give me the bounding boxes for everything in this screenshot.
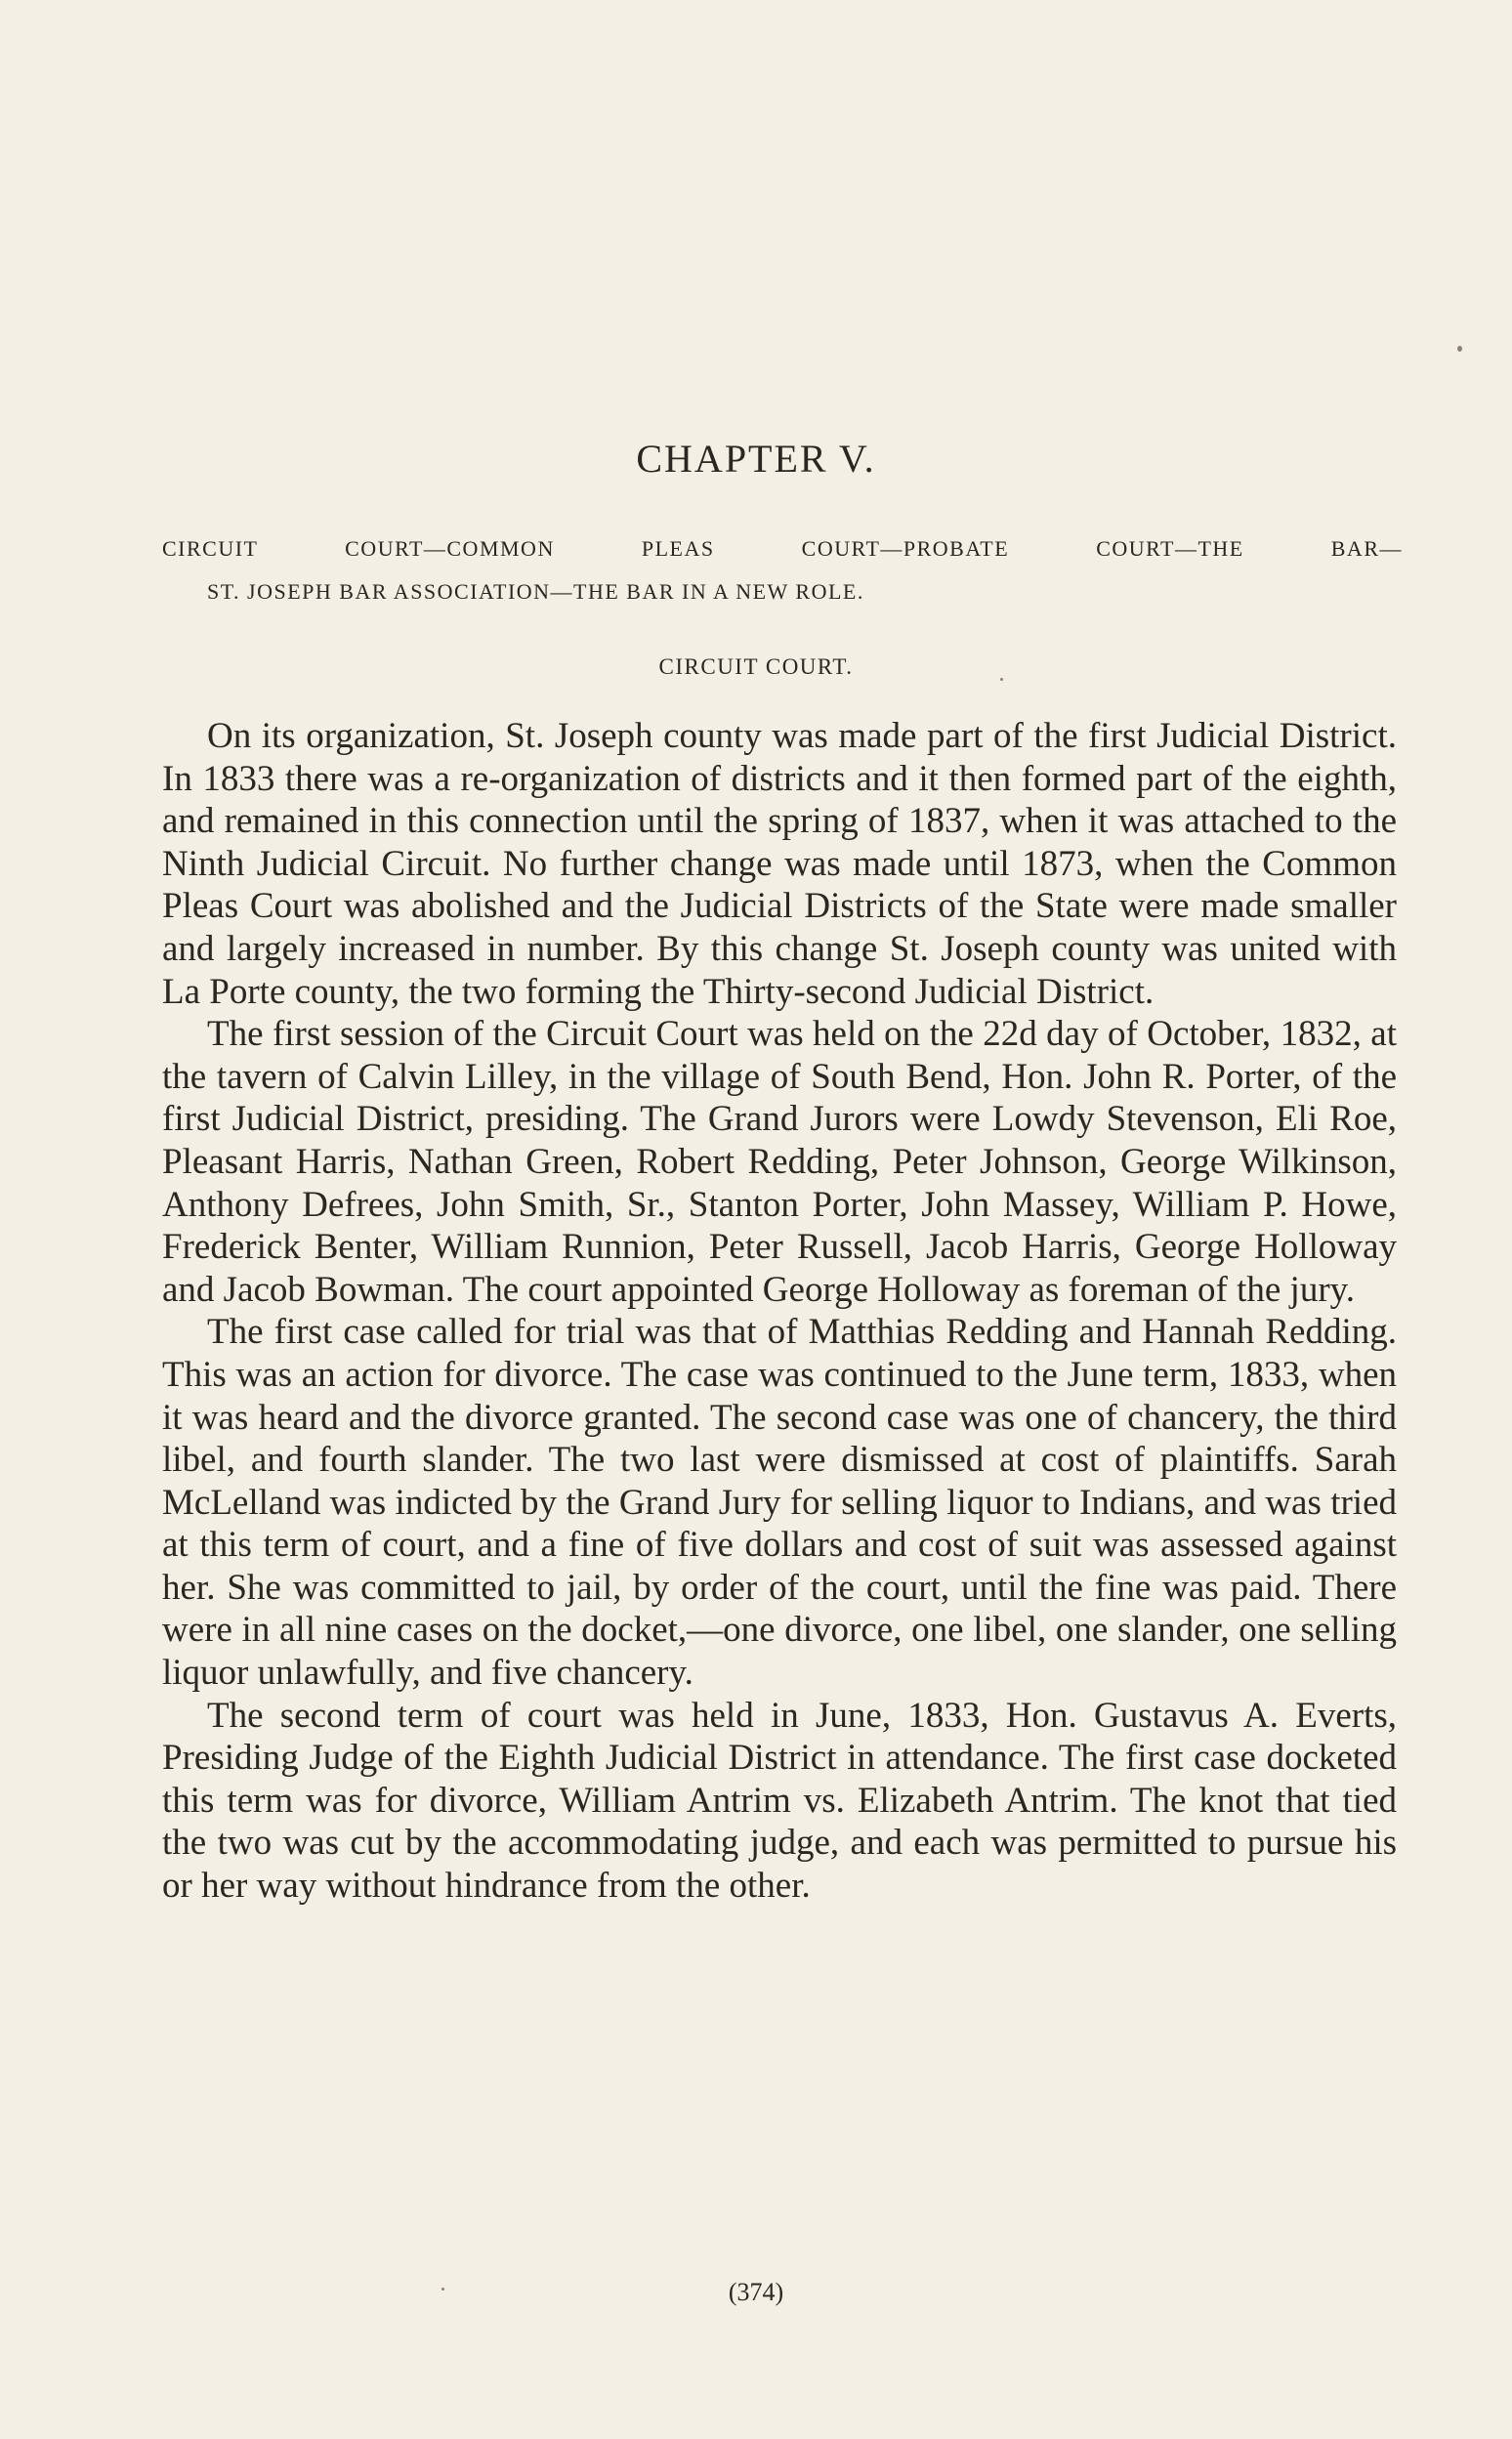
chapter-subtitle-line-1: CIRCUIT COURT—COMMON PLEAS COURT—PROBATE COURT—THE BAR— bbox=[162, 536, 1403, 561]
paper-speck bbox=[1457, 346, 1462, 352]
paragraph-2: The first session of the Circuit Court was held on the 22d day of October, 1832, at the tavern of Calvin Lilley, in the village of South Bend, Hon. John R. Porter, of the first Judicial District, presiding. The Grand Jurors were Lowdy Stevenson, Eli Roe, Pleasant Harris, Nathan Green, Robert Redding, Peter Johnson, George Wilkinson, Anthony Defrees, John Smith, Sr., Stanton Porter, John Massey, William P. Howe, Frederick Benter, William Runnion, Peter Russell, Jacob Harris, George Holloway and Jacob Bowman. The court appointed George Holloway as foreman of the jury. bbox=[162, 1014, 1397, 1310]
chapter-subtitle bbox=[162, 527, 1403, 613]
paragraph-3: The first case called for trial was that of Matthias Redding and Hannah Redding. This was an action for divorce. The case was continued to the June term, 1833, when it was heard and the divorce granted. The second case was one of chancery, the third libel, and fourth slander. The two last were dismissed at cost of plaintiffs. Sarah McLelland was indicted by the Grand Jury for selling liquor to Indians, and was tried at this term of court, and a fine of five dollars and cost of suit was assessed against her. She was committed to jail, by order of the court, until the fine was paid. There were in all nine cases on the docket,—one divorce, one libel, one slander, one selling liquor unlawfully, and five chancery. bbox=[162, 1312, 1397, 1694]
paper-speck bbox=[1000, 678, 1003, 681]
body-text bbox=[162, 715, 1397, 1908]
chapter-subtitle-line-2: ST. JOSEPH BAR ASSOCIATION—THE BAR IN A NEW ROLE. bbox=[207, 579, 864, 604]
paragraph-1: On its organization, St. Joseph county was made part of the first Judicial District. In 1833 there was a re-organization of districts and it then formed part of the eighth, and remained in this connection until the spring of 1837, when it was attached to the Ninth Judicial Circuit. No further change was made until 1873, when the Common Pleas Court was abolished and the Judicial Districts of the State were made smaller and largely increased in number. By this change St. Joseph county was united with La Porte county, the two forming the Thirty-second Judicial District. bbox=[162, 716, 1397, 1012]
section-heading: CIRCUIT COURT. bbox=[658, 654, 854, 679]
paper-speck bbox=[441, 2288, 444, 2291]
paragraph-4: The second term of court was held in June, 1833, Hon. Gustavus A. Everts, Presiding Judge of the Eighth Judicial District in attendance. The first case docketed this term was for divorce, William Antrim vs. Elizabeth Antrim. The knot that tied the two was cut by the accommodating judge, and each was permitted to pursue his or her way without hindrance from the other. bbox=[162, 1695, 1397, 1907]
page-number: (374) bbox=[728, 2278, 784, 2306]
chapter-title: CHAPTER V. bbox=[636, 437, 876, 481]
